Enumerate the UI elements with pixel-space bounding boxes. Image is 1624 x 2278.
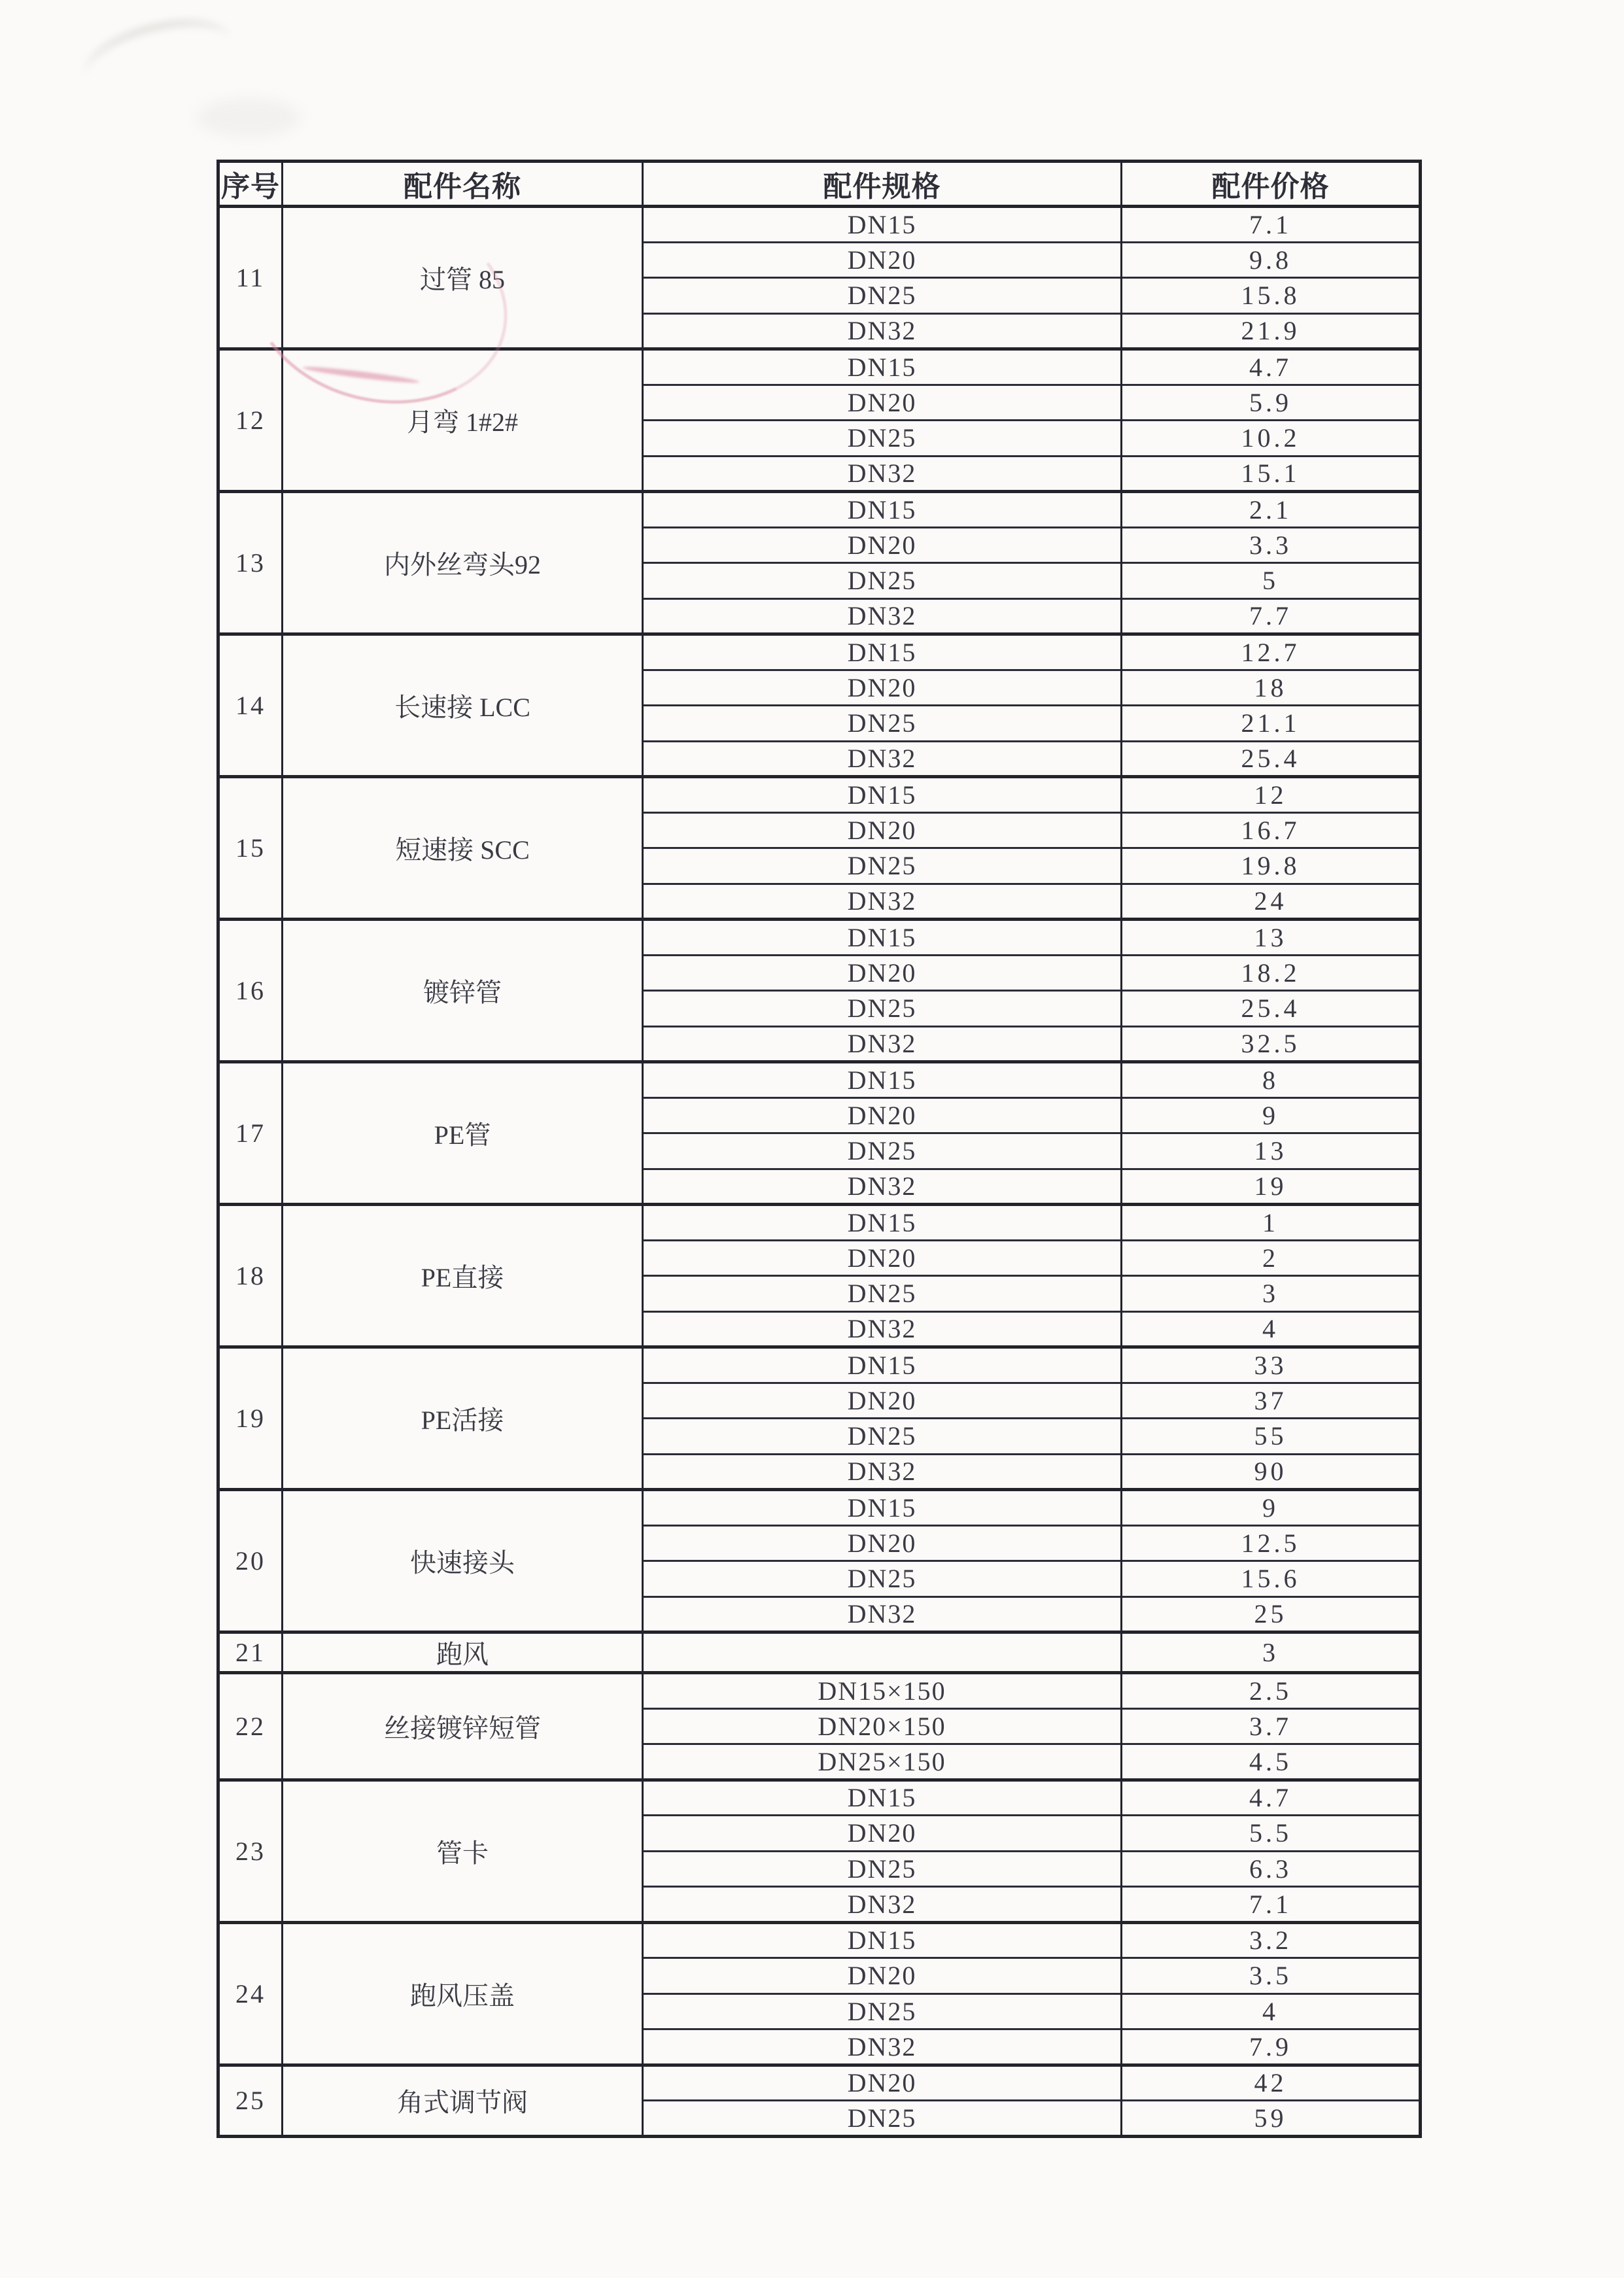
header-part-price: 配件价格 — [1122, 162, 1421, 207]
price-cell: 15.6 — [1122, 1561, 1421, 1597]
spec-cell: DN15 — [643, 1062, 1122, 1098]
table-row — [218, 1673, 1421, 1709]
price-cell: 5 — [1122, 563, 1421, 599]
spec-cell: DN25 — [643, 421, 1122, 457]
spec-cell: DN25 — [643, 848, 1122, 884]
price-cell: 18 — [1122, 670, 1421, 706]
serial-cell: 12 — [218, 349, 283, 492]
price-cell: 24 — [1122, 884, 1421, 920]
price-cell: 10.2 — [1122, 421, 1421, 457]
serial-cell: 19 — [218, 1347, 283, 1490]
spec-cell: DN20 — [643, 1240, 1122, 1276]
spec-cell: DN15 — [643, 349, 1122, 385]
price-cell: 3 — [1122, 1632, 1421, 1673]
price-cell: 37 — [1122, 1383, 1421, 1419]
scan-smudge — [78, 8, 240, 109]
price-cell: 4.7 — [1122, 349, 1421, 385]
price-cell: 8 — [1122, 1062, 1421, 1098]
spec-cell: DN32 — [643, 1596, 1122, 1632]
table-row — [218, 1922, 1421, 1958]
price-cell: 4.7 — [1122, 1780, 1421, 1816]
spec-cell: DN15 — [643, 1205, 1122, 1241]
serial-cell: 16 — [218, 920, 283, 1062]
price-cell: 42 — [1122, 2065, 1421, 2101]
name-cell: PE管 — [283, 1062, 643, 1205]
price-cell: 4 — [1122, 1311, 1421, 1347]
price-cell: 3.5 — [1122, 1958, 1421, 1994]
spec-cell: DN25×150 — [643, 1744, 1122, 1780]
spec-cell: DN25 — [643, 1419, 1122, 1455]
spec-cell: DN20 — [643, 1958, 1122, 1994]
name-cell: 内外丝弯头92 — [283, 492, 643, 634]
table-row — [218, 1062, 1421, 1098]
table-body — [218, 207, 1421, 2137]
name-cell: 跑风压盖 — [283, 1922, 643, 2065]
price-cell: 5.5 — [1122, 1816, 1421, 1852]
spec-cell: DN32 — [643, 884, 1122, 920]
spec-cell: DN15 — [643, 1922, 1122, 1958]
spec-cell: DN25 — [643, 1133, 1122, 1169]
serial-cell: 18 — [218, 1205, 283, 1347]
spec-cell: DN15 — [643, 1347, 1122, 1383]
spec-cell: DN20 — [643, 955, 1122, 991]
price-cell: 4.5 — [1122, 1744, 1421, 1780]
name-cell: PE活接 — [283, 1347, 643, 1490]
price-cell: 7.1 — [1122, 207, 1421, 243]
spec-cell: DN32 — [643, 456, 1122, 492]
name-cell: 快速接头 — [283, 1490, 643, 1632]
spec-cell: DN20 — [643, 1816, 1122, 1852]
spec-cell: DN32 — [643, 2029, 1122, 2065]
spec-cell: DN25 — [643, 1993, 1122, 2029]
serial-cell: 11 — [218, 207, 283, 349]
serial-cell: 17 — [218, 1062, 283, 1205]
serial-cell: 24 — [218, 1922, 283, 2065]
price-cell: 15.1 — [1122, 456, 1421, 492]
price-cell: 15.8 — [1122, 278, 1421, 314]
spec-cell: DN15 — [643, 207, 1122, 243]
price-cell: 21.1 — [1122, 706, 1421, 742]
spec-cell: DN20 — [643, 1525, 1122, 1561]
price-cell: 2.5 — [1122, 1673, 1421, 1709]
spec-cell: DN15 — [643, 1490, 1122, 1526]
header-part-spec: 配件规格 — [643, 162, 1122, 207]
serial-cell: 20 — [218, 1490, 283, 1632]
spec-cell: DN25 — [643, 1561, 1122, 1597]
spec-cell: DN15 — [643, 777, 1122, 813]
price-cell: 9 — [1122, 1490, 1421, 1526]
table-row — [218, 777, 1421, 813]
spec-cell: DN32 — [643, 1169, 1122, 1205]
price-cell: 9.8 — [1122, 242, 1421, 278]
price-cell: 21.9 — [1122, 313, 1421, 349]
price-cell: 16.7 — [1122, 812, 1421, 848]
spec-cell: DN20 — [643, 1097, 1122, 1133]
spec-cell: DN15 — [643, 1780, 1122, 1816]
table-row — [218, 1780, 1421, 1816]
spec-cell: DN20 — [643, 527, 1122, 563]
table-row — [218, 1632, 1421, 1673]
price-cell: 3.3 — [1122, 527, 1421, 563]
spec-cell: DN32 — [643, 741, 1122, 777]
spec-cell: DN15 — [643, 492, 1122, 528]
price-cell: 33 — [1122, 1347, 1421, 1383]
price-cell: 7.9 — [1122, 2029, 1421, 2065]
scan-smudge — [196, 98, 301, 137]
price-cell: 9 — [1122, 1097, 1421, 1133]
spec-cell: DN32 — [643, 313, 1122, 349]
table-row — [218, 492, 1421, 528]
price-cell: 12 — [1122, 777, 1421, 813]
spec-cell: DN25 — [643, 1851, 1122, 1887]
serial-cell: 21 — [218, 1632, 283, 1673]
serial-cell: 22 — [218, 1673, 283, 1780]
spec-cell: DN25 — [643, 278, 1122, 314]
spec-cell: DN20 — [643, 1383, 1122, 1419]
price-cell: 7.7 — [1122, 598, 1421, 634]
table-row — [218, 2065, 1421, 2101]
price-cell: 4 — [1122, 1993, 1421, 2029]
price-cell: 13 — [1122, 920, 1421, 956]
spec-cell: DN25 — [643, 706, 1122, 742]
table-row — [218, 920, 1421, 956]
name-cell: PE直接 — [283, 1205, 643, 1347]
header-part-name: 配件名称 — [283, 162, 643, 207]
price-cell: 19 — [1122, 1169, 1421, 1205]
name-cell: 丝接镀锌短管 — [283, 1673, 643, 1780]
serial-cell: 23 — [218, 1780, 283, 1922]
spec-cell: DN25 — [643, 563, 1122, 599]
spec-cell: DN32 — [643, 1887, 1122, 1923]
parts-price-table — [216, 160, 1422, 2138]
price-cell: 3.2 — [1122, 1922, 1421, 1958]
price-cell: 59 — [1122, 2101, 1421, 2137]
spec-cell: DN20 — [643, 812, 1122, 848]
serial-cell: 15 — [218, 777, 283, 920]
spec-cell: DN20 — [643, 670, 1122, 706]
price-cell: 12.5 — [1122, 1525, 1421, 1561]
spec-cell: DN32 — [643, 598, 1122, 634]
price-cell: 2 — [1122, 1240, 1421, 1276]
spec-cell — [643, 1632, 1122, 1673]
spec-cell: DN32 — [643, 1026, 1122, 1062]
spec-cell: DN15 — [643, 634, 1122, 670]
price-cell: 6.3 — [1122, 1851, 1421, 1887]
price-cell: 1 — [1122, 1205, 1421, 1241]
table-row — [218, 1490, 1421, 1526]
table-row — [218, 634, 1421, 670]
price-cell: 5.9 — [1122, 385, 1421, 421]
spec-cell: DN32 — [643, 1454, 1122, 1490]
price-cell: 19.8 — [1122, 848, 1421, 884]
table-row — [218, 1205, 1421, 1241]
spec-cell: DN20 — [643, 242, 1122, 278]
name-cell: 短速接 SCC — [283, 777, 643, 920]
price-cell: 3.7 — [1122, 1708, 1421, 1744]
spec-cell: DN25 — [643, 1276, 1122, 1312]
price-cell: 12.7 — [1122, 634, 1421, 670]
price-cell: 25 — [1122, 1596, 1421, 1632]
name-cell: 过管 85 — [283, 207, 643, 349]
price-cell: 3 — [1122, 1276, 1421, 1312]
spec-cell: DN15 — [643, 920, 1122, 956]
price-cell: 90 — [1122, 1454, 1421, 1490]
price-cell: 2.1 — [1122, 492, 1421, 528]
serial-cell: 13 — [218, 492, 283, 634]
table-row — [218, 1347, 1421, 1383]
price-cell: 25.4 — [1122, 741, 1421, 777]
spec-cell: DN20 — [643, 2065, 1122, 2101]
name-cell: 跑风 — [283, 1632, 643, 1673]
name-cell: 月弯 1#2# — [283, 349, 643, 492]
price-cell: 55 — [1122, 1419, 1421, 1455]
serial-cell: 14 — [218, 634, 283, 777]
name-cell: 管卡 — [283, 1780, 643, 1922]
price-cell: 13 — [1122, 1133, 1421, 1169]
spec-cell: DN15×150 — [643, 1673, 1122, 1709]
price-cell: 18.2 — [1122, 955, 1421, 991]
price-cell: 32.5 — [1122, 1026, 1421, 1062]
header-serial: 序号 — [218, 162, 283, 207]
serial-cell: 25 — [218, 2065, 283, 2136]
spec-cell: DN20 — [643, 385, 1122, 421]
spec-cell: DN25 — [643, 991, 1122, 1027]
name-cell: 长速接 LCC — [283, 634, 643, 777]
name-cell: 镀锌管 — [283, 920, 643, 1062]
price-cell: 7.1 — [1122, 1887, 1421, 1923]
spec-cell: DN32 — [643, 1311, 1122, 1347]
spec-cell: DN20×150 — [643, 1708, 1122, 1744]
price-cell: 25.4 — [1122, 991, 1421, 1027]
name-cell: 角式调节阀 — [283, 2065, 643, 2136]
spec-cell: DN25 — [643, 2101, 1122, 2137]
table-header — [218, 162, 1421, 207]
